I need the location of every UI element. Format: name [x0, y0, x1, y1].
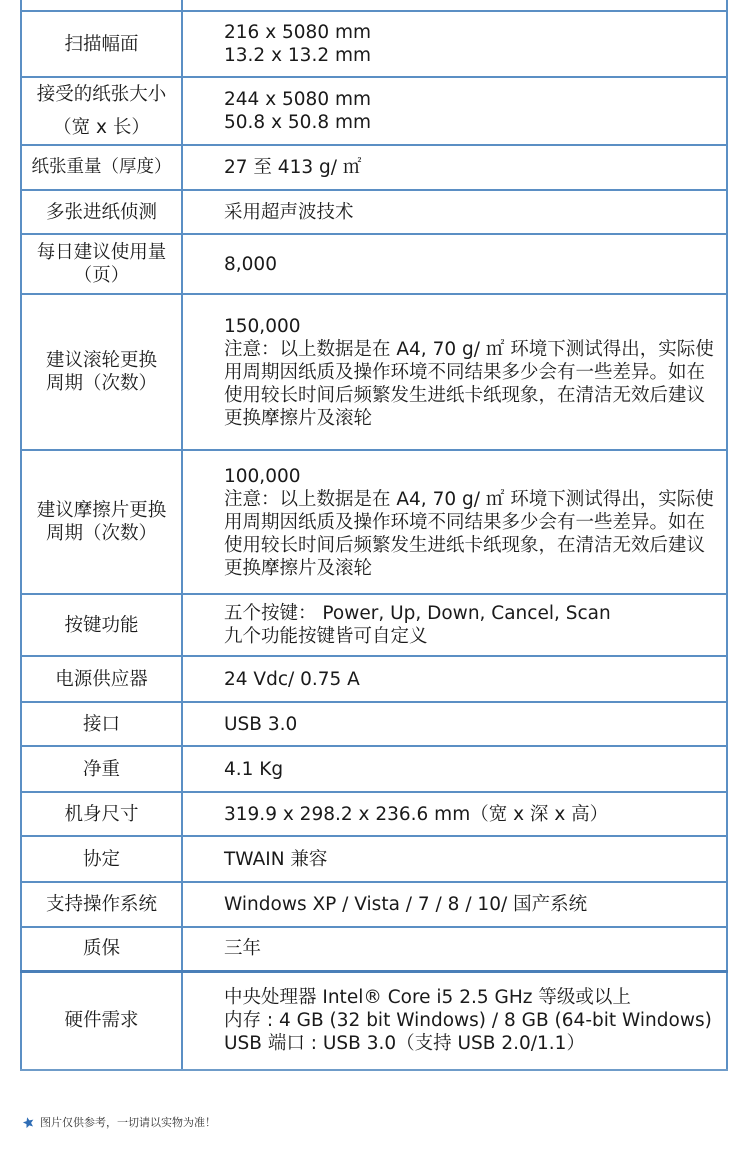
spec-label [21, 450, 182, 594]
spec-label: 支持操作系统 [21, 882, 182, 927]
value-line: 注意：以上数据是在 A4, 70 g/ ㎡ 环境下测试得出，实际使用周期因纸质及操作环境不同结果多少会有一些差异。如在使用较长时间后频繁发生进纸卡纸现象，在清洁无效后建议更换摩擦片及滚轮 [224, 488, 714, 579]
value-line: TWAIN 兼容 [224, 848, 328, 870]
spec-value [182, 702, 727, 746]
spec-label: 机身尺寸 [21, 792, 182, 836]
spec-label: 电源供应器 [21, 656, 182, 702]
spec-label: 硬件需求 [21, 971, 182, 1070]
spec-value [182, 882, 727, 927]
spec-row-scan-size [21, 11, 727, 77]
spec-row-interface [21, 702, 727, 746]
label-line: 建议滚轮更换 [45, 350, 157, 371]
spec-row-paper-weight [21, 145, 727, 190]
spec-value [182, 656, 727, 702]
spec-value [182, 234, 727, 294]
footer-text: 图片仅供参考，一切请以实物为准！ [40, 1116, 216, 1129]
spec-label [21, 234, 182, 294]
spec-row-warranty [21, 927, 727, 971]
label-line: 周期（次数） [45, 523, 157, 544]
label-line: （页） [73, 265, 130, 286]
spec-value [182, 145, 727, 190]
value-line: 九个功能按键皆可自定义 [224, 626, 428, 647]
spec-row-protocol [21, 836, 727, 882]
spec-value [182, 450, 727, 594]
spec-row-roller-cycle [21, 294, 727, 450]
spec-row-power [21, 656, 727, 702]
value-line: 27 至 413 g/ ㎡ [224, 157, 362, 178]
spec-row-daily-volume [21, 234, 727, 294]
value-line: 244 x 5080 mm [224, 89, 372, 110]
footer-note [22, 1114, 216, 1130]
spec-value [182, 836, 727, 882]
spec-table [20, 0, 728, 1071]
value-line: 采用超声波技术 [224, 201, 354, 223]
spec-row-dimensions [21, 792, 727, 836]
spec-value [182, 594, 727, 656]
value-line: 三年 [224, 938, 262, 960]
value-line: 8,000 [224, 253, 277, 275]
spec-row-paper-size [21, 77, 727, 145]
spec-row-partial [21, 0, 727, 11]
value-line: USB 端口 : USB 3.0（支持 USB 2.0/1.1） [224, 1033, 585, 1055]
spec-row-weight [21, 746, 727, 792]
value-line: USB 3.0 [224, 713, 298, 735]
spec-row-hardware [21, 971, 727, 1070]
label-line: 建议摩擦片更换 [36, 500, 167, 521]
spec-value [182, 190, 727, 234]
spec-label [21, 77, 182, 145]
label-line: 每日建议使用量 [36, 242, 167, 263]
value-line: 五个按键： Power, Up, Down, Cancel, Scan [224, 603, 611, 624]
value-line: 24 Vdc/ 0.75 A [224, 668, 360, 690]
spec-label: 净重 [21, 746, 182, 792]
label-line: 周期（次数） [45, 373, 157, 394]
spec-value [182, 927, 727, 971]
spec-label: 质保 [21, 927, 182, 971]
spec-label: 多张进纸侦测 [21, 190, 182, 234]
spec-label: 扫描幅面 [21, 11, 182, 77]
spec-value [182, 0, 727, 11]
spec-value [182, 746, 727, 792]
value-line: 50.8 x 50.8 mm [224, 112, 372, 133]
spec-row-buttons [21, 594, 727, 656]
spec-label [21, 0, 182, 11]
value-line: 内存 : 4 GB (32 bit Windows) / 8 GB (64-bit Windows) [224, 1010, 712, 1032]
star-icon [22, 1116, 35, 1129]
spec-row-os [21, 882, 727, 927]
spec-label: 协定 [21, 836, 182, 882]
spec-label: 纸张重量（厚度） [21, 145, 182, 190]
spec-value [182, 294, 727, 450]
spec-label [21, 294, 182, 450]
value-line: 216 x 5080 mm [224, 22, 372, 43]
spec-label: 按键功能 [21, 594, 182, 656]
spec-value [182, 11, 727, 77]
value-line: 13.2 x 13.2 mm [224, 45, 372, 66]
label-line: 接受的纸张大小 [36, 84, 167, 105]
value-line: 中央处理器 Intel® Core i5 2.5 GHz 等级或以上 [224, 987, 631, 1009]
spec-value [182, 77, 727, 145]
value-line: 4.1 Kg [224, 758, 284, 780]
value-line: 注意：以上数据是在 A4, 70 g/ ㎡ 环境下测试得出，实际使用周期因纸质及操作环境不同结果多少会有一些差异。如在使用较长时间后频繁发生进纸卡纸现象，在清洁无效后建议更换摩擦片及滚轮 [224, 338, 714, 429]
spec-label: 接口 [21, 702, 182, 746]
label-line: （宽 x 长） [53, 117, 150, 138]
spec-row-multifeed [21, 190, 727, 234]
value-line: Windows XP / Vista / 7 / 8 / 10/ 国产系统 [224, 894, 588, 915]
spec-value [182, 792, 727, 836]
spec-value [182, 971, 727, 1070]
value-line: 100,000 [224, 465, 301, 487]
value-line: 319.9 x 298.2 x 236.6 mm（宽 x 深 x 高） [224, 803, 609, 825]
spec-row-pad-cycle [21, 450, 727, 594]
value-line: 150,000 [224, 315, 301, 337]
